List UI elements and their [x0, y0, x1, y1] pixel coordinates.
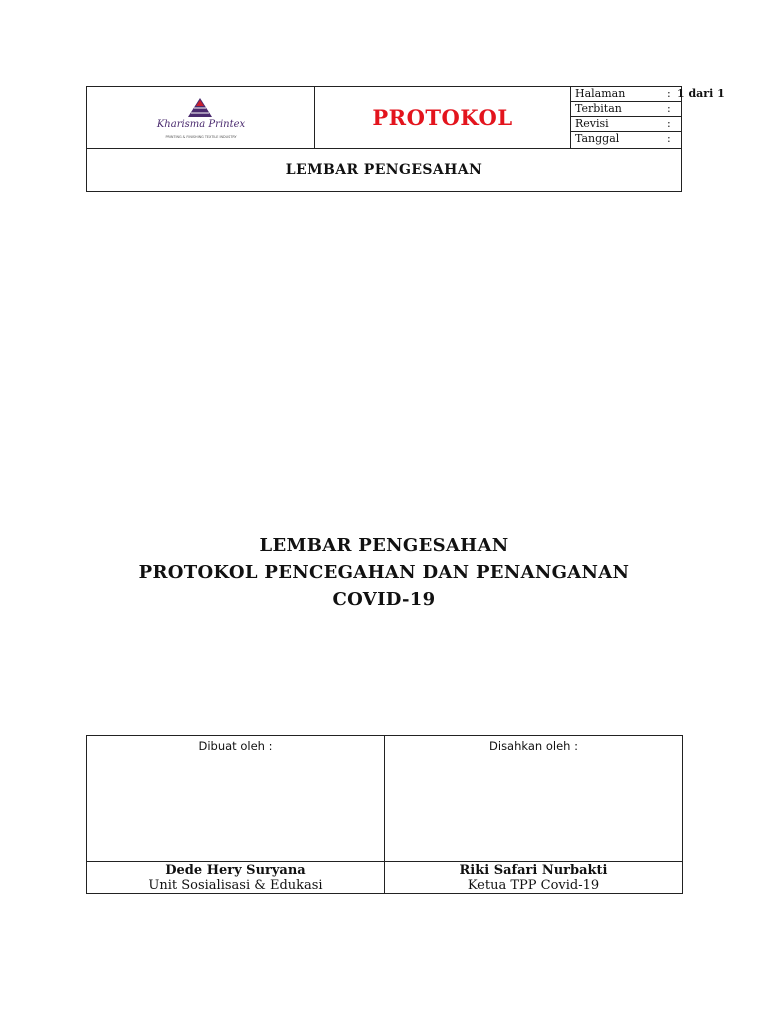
- meta-label: Halaman: [575, 87, 626, 100]
- meta-row-revisi: Revisi :: [571, 117, 681, 132]
- document-header: [86, 86, 725, 192]
- meta-row-tanggal: Tanggal :: [575, 132, 671, 145]
- meta-value: 1 dari 1: [677, 87, 725, 100]
- main-title-line-2: PROTOKOL PENCEGAHAN DAN PENANGANAN: [138, 562, 630, 583]
- header-subtitle-row: [87, 149, 681, 191]
- signatory-role: Unit Sosialisasi & Edukasi: [148, 878, 323, 893]
- signature-column-approver: [385, 736, 682, 893]
- meta-label: Revisi: [575, 117, 609, 130]
- signature-heading: Disahkan oleh :: [489, 739, 578, 753]
- main-title-line-3: COVID-19: [332, 589, 436, 610]
- company-logo: [87, 87, 315, 148]
- signatory-role: Ketua TPP Covid-19: [467, 878, 600, 893]
- meta-row-halaman: Halaman : 1 dari 1: [571, 87, 681, 102]
- logo-cell: [87, 87, 315, 148]
- logo-subtitle: PRINTING & FINISHING TEXTILE INDUSTRY: [165, 135, 237, 139]
- signature-table: [86, 735, 683, 894]
- meta-table: [571, 87, 725, 148]
- logo-text: Kharisma Printex: [156, 119, 246, 130]
- main-title: [0, 532, 768, 613]
- header-top-row: [87, 87, 725, 149]
- signature-column-creator: [87, 736, 385, 893]
- signature-footer: [385, 861, 682, 893]
- title-cell: [315, 87, 571, 148]
- meta-label: Terbitan: [575, 102, 622, 115]
- triangle-logo-icon: [188, 98, 212, 117]
- main-title-line-1: LEMBAR PENGESAHAN: [259, 535, 509, 556]
- document-type-title: PROTOKOL: [372, 105, 513, 130]
- meta-label: Tanggal: [575, 132, 620, 145]
- signature-footer: [87, 861, 384, 893]
- header-subtitle: LEMBAR PENGESAHAN: [285, 162, 483, 178]
- signatory-name: Riki Safari Nurbakti: [459, 863, 608, 878]
- signature-heading: Dibuat oleh :: [198, 739, 273, 753]
- meta-row-terbitan: Terbitan :: [571, 102, 681, 117]
- signatory-name: Dede Hery Suryana: [165, 863, 306, 878]
